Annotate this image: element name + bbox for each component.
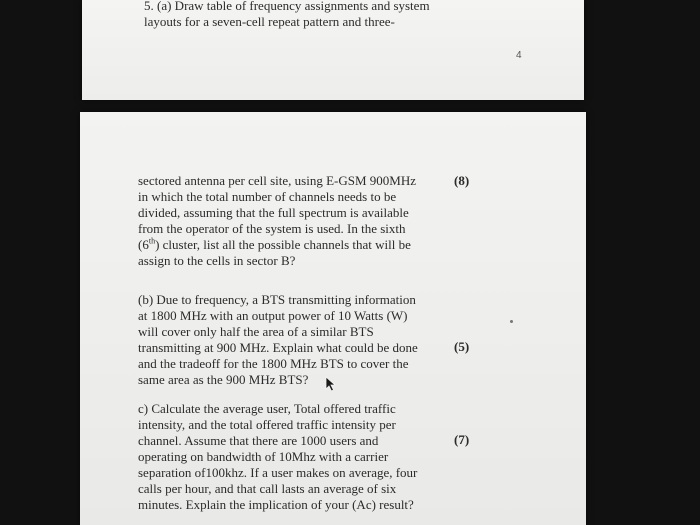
part-a-line5-pre: (6	[138, 237, 149, 252]
part-c-line: operating on bandwidth of 10Mhz with a carrier	[138, 449, 389, 464]
part-a-line5-post: ) cluster, list all the possible channels that will be	[155, 237, 411, 252]
part-c-text	[138, 401, 417, 513]
part-b-line: and the tradeoff for the 1800 MHz BTS to cover the	[138, 356, 409, 371]
part-a-line: assign to the cells in sector B?	[138, 253, 296, 268]
part-b-text	[138, 292, 418, 388]
mouse-pointer-icon	[324, 376, 338, 392]
bottom-paper-sheet	[80, 112, 586, 525]
part-a-line: sectored antenna per cell site, using E-GSM 900MHz	[138, 173, 416, 188]
part-a-line: in which the total number of channels needs to be	[138, 189, 397, 204]
part-c-line: c) Calculate the average user, Total offered traffic	[138, 401, 396, 416]
page-number: 4	[516, 50, 522, 61]
part-c-line: channel. Assume that there are 1000 users and	[138, 433, 379, 448]
question-5-header	[144, 0, 430, 30]
part-b-line: same area as the 900 MHz BTS?	[138, 372, 309, 387]
question-line: layouts for a seven-cell repeat pattern and three-	[144, 14, 395, 29]
part-b-line: (b) Due to frequency, a BTS transmitting information	[138, 292, 416, 307]
part-a-marks: (8)	[454, 173, 470, 188]
part-b-line: will cover only half the area of a similar BTS	[138, 324, 374, 339]
part-c-marks: (7)	[454, 432, 470, 447]
question-line: 5. (a) Draw table of frequency assignments and system	[144, 0, 430, 13]
part-a-line: divided, assuming that the full spectrum is available	[138, 205, 409, 220]
part-c-line: intensity, and the total offered traffic intensity per	[138, 417, 396, 432]
part-c-line: separation of100khz. If a user makes on average, four	[138, 465, 418, 480]
part-c-line: calls per hour, and that call lasts an average of six	[138, 481, 397, 496]
part-a-line	[138, 237, 416, 253]
part-a-line5-sup: th	[148, 236, 156, 246]
paper-speck	[510, 320, 513, 323]
part-a-text	[138, 173, 416, 269]
part-b-marks: (5)	[454, 339, 470, 354]
part-a-line: from the operator of the system is used. In the sixth	[138, 221, 406, 236]
top-paper-sheet	[82, 0, 584, 100]
part-b-line: transmitting at 900 MHz. Explain what could be done	[138, 340, 418, 355]
part-b-line: at 1800 MHz with an output power of 10 Watts (W)	[138, 308, 408, 323]
part-c-line: minutes. Explain the implication of your (Ac) result?	[138, 497, 414, 512]
